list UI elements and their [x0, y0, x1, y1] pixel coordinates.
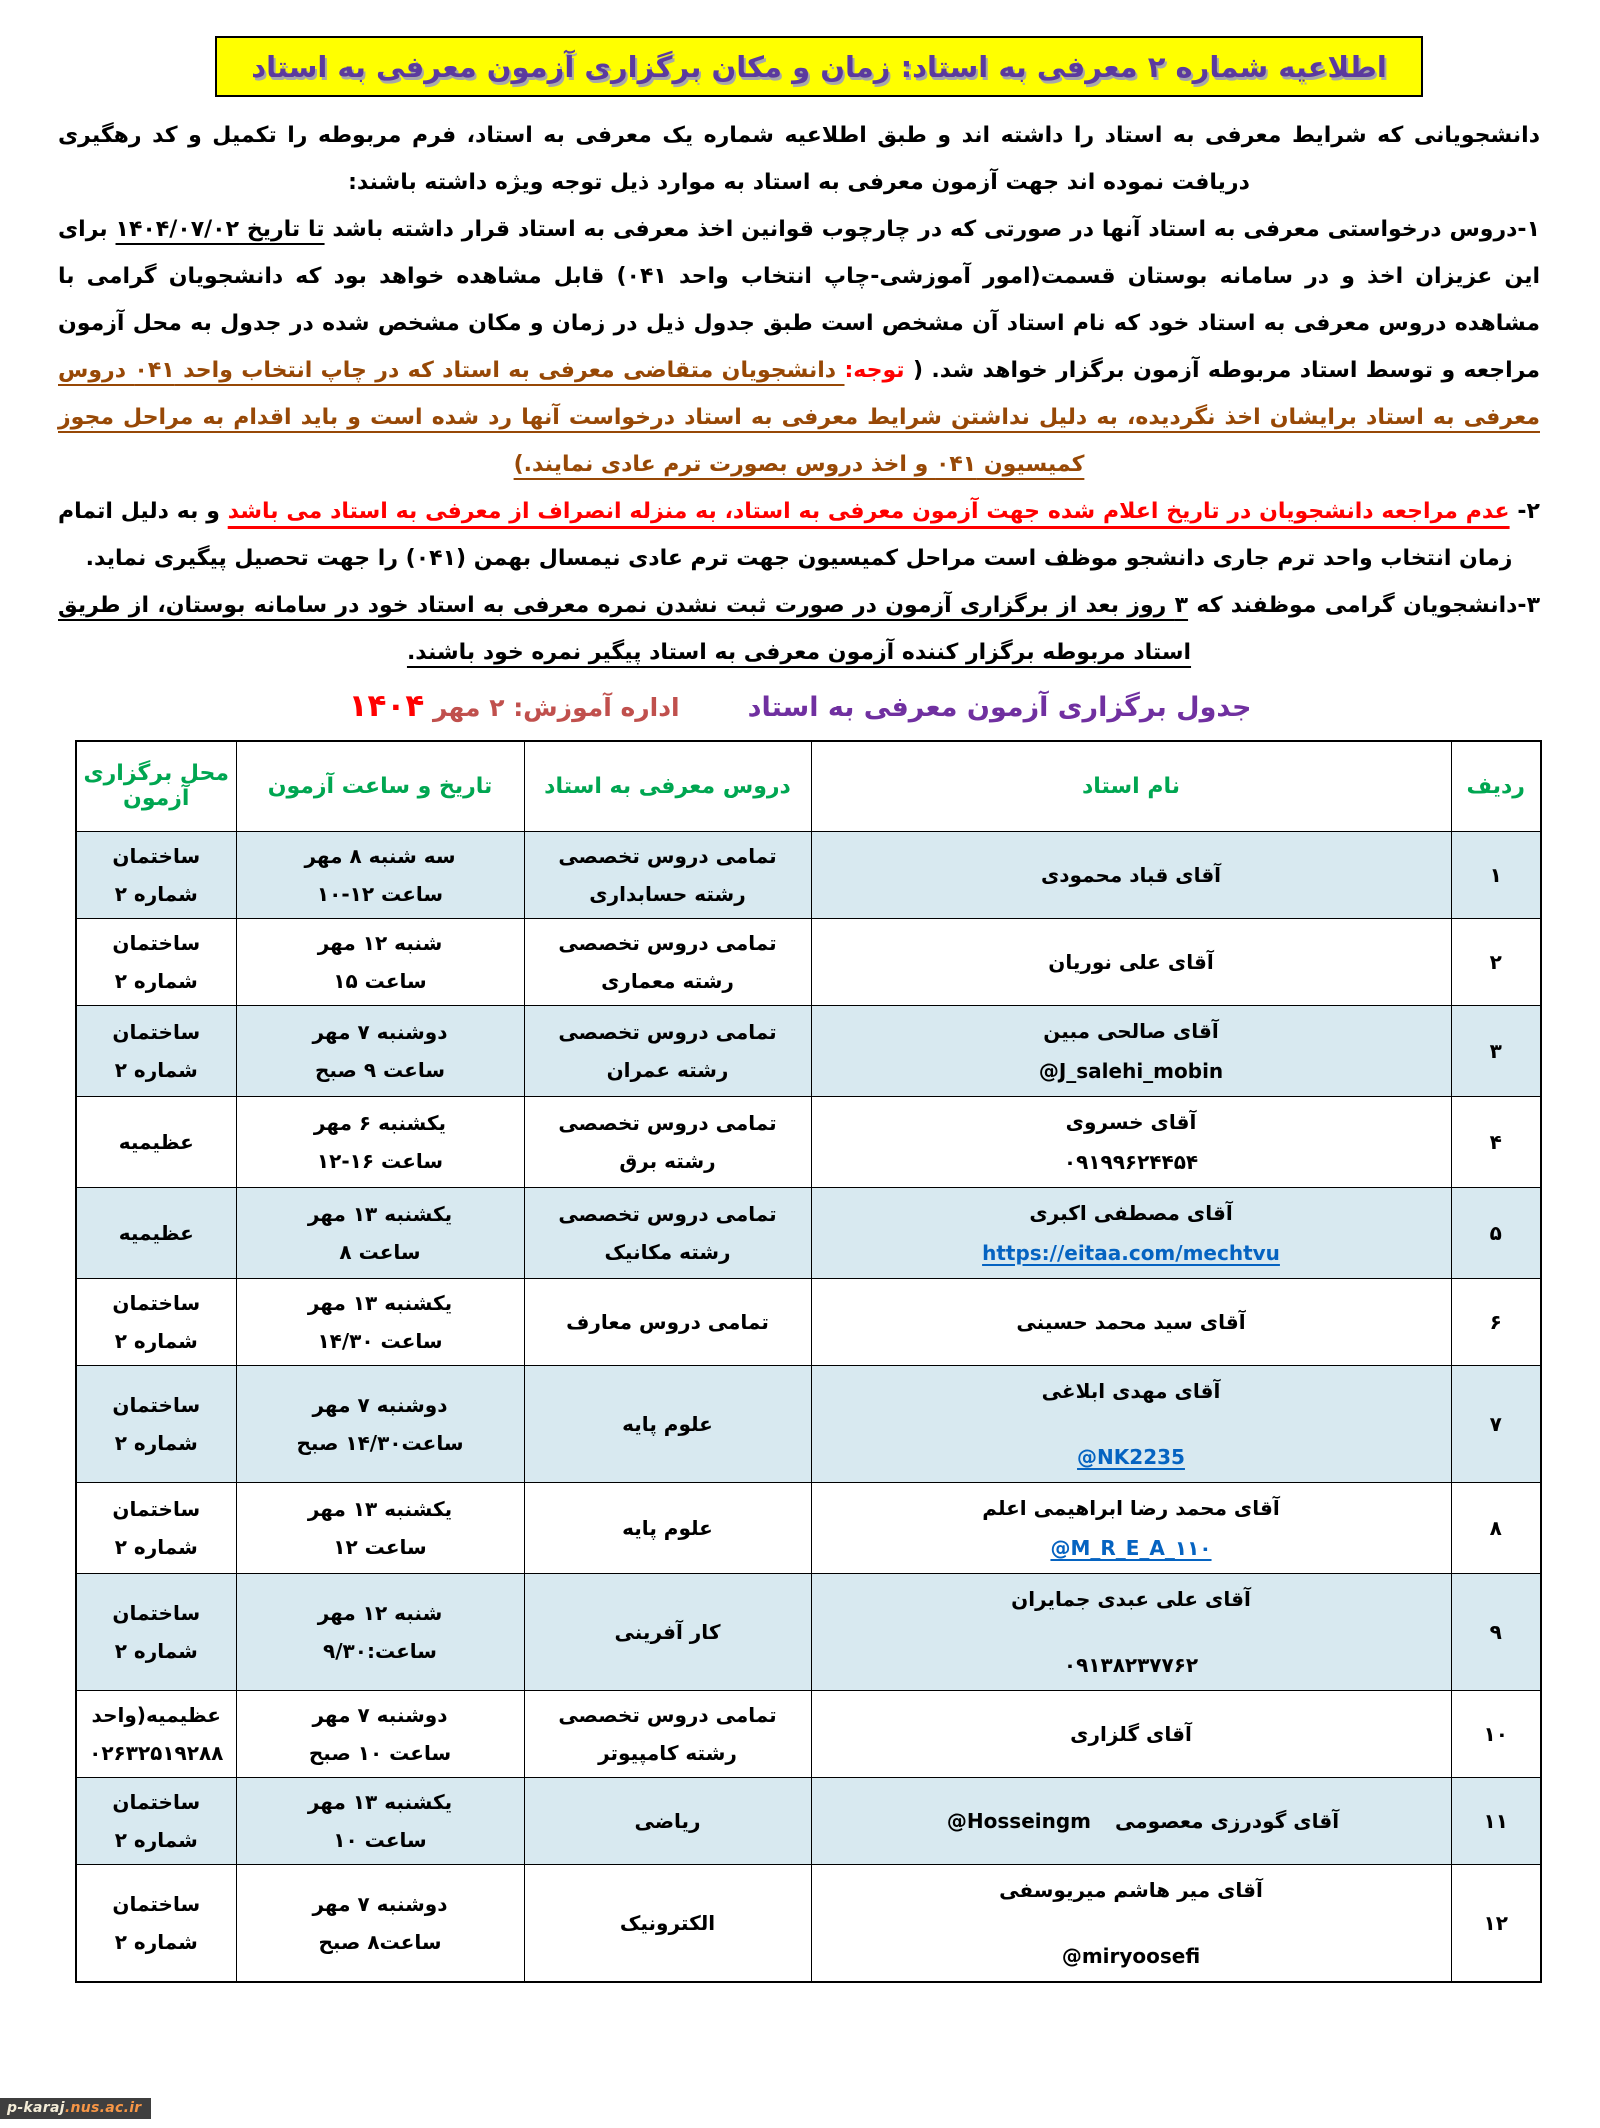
watermark-site: p-karaj: [7, 2100, 65, 2116]
professor-name: [818, 1579, 1445, 1619]
table-row: [76, 1096, 1541, 1187]
location-line: ساختمان شماره ۲: [112, 1392, 201, 1455]
date-line: ساعت ۱۲-۱۰: [316, 881, 444, 906]
professor-cell: [811, 1777, 1451, 1864]
professor-name-text: آقای گلزاری: [1070, 1721, 1192, 1746]
row-number-cell: ۳: [1451, 1005, 1541, 1096]
office-label: اداره آموزش: ۲ مهر: [432, 693, 680, 722]
location-cell: [76, 1187, 236, 1278]
professor-cell: [811, 1096, 1451, 1187]
course-line: رشته حسابداری: [589, 881, 746, 906]
table-caption: [0, 688, 1600, 724]
date-line: ساعت۱۴/۳۰ صبح: [296, 1430, 464, 1455]
professor-cell: [811, 1573, 1451, 1690]
date-line: ساعت ۸: [339, 1239, 421, 1264]
date-line: یکشنبه ۱۳ مهر: [307, 1290, 453, 1315]
table-row: [76, 1482, 1541, 1573]
location-cell: [76, 1096, 236, 1187]
professor-name: [818, 1371, 1445, 1411]
datetime-cell: [236, 1482, 524, 1573]
location-cell: [76, 831, 236, 918]
courses-cell: [524, 1573, 811, 1690]
professor-name-text: آقای علی نوریان: [1048, 949, 1214, 974]
table-row: [76, 831, 1541, 918]
location-line: ساختمان شماره ۲: [112, 1496, 201, 1559]
exam-table-body: [76, 831, 1541, 1982]
row-number-cell: ۲: [1451, 918, 1541, 1005]
courses-cell: [524, 1005, 811, 1096]
table-row: [76, 1187, 1541, 1278]
professor-cell: [811, 831, 1451, 918]
professor-cell: [811, 1005, 1451, 1096]
professor-name: [818, 1011, 1445, 1051]
location-line: ساختمان شماره ۲: [112, 1891, 201, 1954]
professor-name: [818, 855, 1445, 895]
item1-text-b: برای این عزیزان اخذ و در سامانه بوستان قسمت(امور آموزشی-چاپ انتخاب واحد ۰۴۱) قابل مشاهده خواهد بود که دانشجویان گرامی با مشاهده دروس معرفی به استاد خود که نام استاد آن مشخص است طبق جدول ذیل در زمان و مکان مشخص شده در جدول به محل آزمون مراجعه و توسط استاد مربوطه آزمون برگزار خواهد شد. (: [58, 217, 1541, 383]
location-cell: [76, 1690, 236, 1777]
location-line: ۰۲۶۳۲۵۱۹۲۸۸: [89, 1740, 224, 1765]
header-location-line1: محل برگزاری: [83, 761, 230, 787]
date-line: دوشنبه ۷ مهر: [312, 1891, 448, 1916]
location-line: ساختمان شماره ۲: [112, 843, 201, 906]
date-line: شنبه ۱۲ مهر: [317, 930, 443, 955]
courses-cell: [524, 1365, 811, 1482]
location-line: ساختمان شماره ۲: [112, 1019, 201, 1082]
course-line: تمامی دروس تخصصی: [558, 1201, 777, 1226]
professor-name: [818, 1714, 1445, 1754]
course-line: الکترونیک: [619, 1910, 716, 1935]
table-caption-title: جدول برگزاری آزمون معرفی به استاد: [747, 692, 1252, 723]
item3-paragraph: [58, 582, 1540, 676]
location-cell: [76, 918, 236, 1005]
row-number-cell: ۵: [1451, 1187, 1541, 1278]
education-office-date: [348, 688, 680, 724]
location-cell: [76, 1482, 236, 1573]
course-line: تمامی دروس تخصصی: [558, 1019, 777, 1044]
office-year: ۱۴۰۴: [348, 688, 425, 724]
professor-name-text: آقای گودرزی معصومی: [1115, 1808, 1340, 1833]
location-cell: [76, 1777, 236, 1864]
table-row: [76, 1365, 1541, 1482]
location-cell: [76, 1278, 236, 1365]
professor-name-text: آقای خسروی: [1065, 1109, 1197, 1134]
date-line: ساعت ۹ صبح: [314, 1057, 446, 1082]
row-number-cell: ۴: [1451, 1096, 1541, 1187]
course-line: تمامی دروس تخصصی: [558, 930, 777, 955]
courses-cell: [524, 1482, 811, 1573]
table-row: [76, 1278, 1541, 1365]
professor-handle: @Hosseingm: [946, 1808, 1092, 1833]
course-line: تمامی دروس تخصصی: [558, 1702, 777, 1727]
course-line: ریاضی: [634, 1808, 701, 1833]
professor-name: [818, 1193, 1445, 1233]
courses-cell: [524, 1278, 811, 1365]
professor-contact: ۰۹۱۹۹۶۲۴۴۵۴: [1063, 1149, 1199, 1174]
row-number-cell: ۱۰: [1451, 1690, 1541, 1777]
professor-name: [818, 1870, 1445, 1910]
row-number-cell: ۱: [1451, 831, 1541, 918]
date-line: ساعت ۱۴/۳۰: [317, 1328, 443, 1353]
courses-cell: [524, 831, 811, 918]
professor-name: [818, 942, 1445, 982]
table-row: [76, 1690, 1541, 1777]
item1-text-a: ۱-دروس درخواستی معرفی به استاد آنها در صورتی که در چارچوب قوانین اخذ معرفی به استاد قرار داشته باشد: [324, 217, 1541, 242]
professor-cell: [811, 1690, 1451, 1777]
professor-cell: [811, 1864, 1451, 1982]
exam-schedule-table: [75, 740, 1542, 1983]
professor-link[interactable]: @M_R_E_A_۱۱۰: [1050, 1535, 1212, 1560]
professor-link[interactable]: @NK2235: [1077, 1444, 1185, 1469]
table-row: [76, 918, 1541, 1005]
professor-name: [818, 1102, 1445, 1142]
date-line: سه شنبه ۸ مهر: [304, 843, 456, 868]
professor-name-text: آقای علی عبدی جمایران: [1011, 1586, 1251, 1611]
row-number-cell: ۱۲: [1451, 1864, 1541, 1982]
professor-name: [818, 1302, 1445, 1342]
location-line: ساختمان شماره ۲: [112, 930, 201, 993]
professor-name-text: آقای مهدی ابلاغی: [1041, 1378, 1221, 1403]
professor-name-text: آقای محمد رضا ابراهیمی اعلم: [982, 1495, 1280, 1520]
course-line: رشته برق: [619, 1148, 716, 1173]
professor-name: [818, 1801, 1445, 1841]
datetime-cell: [236, 1777, 524, 1864]
location-cell: [76, 1573, 236, 1690]
datetime-cell: [236, 1365, 524, 1482]
date-line: دوشنبه ۷ مهر: [312, 1702, 448, 1727]
row-number-cell: ۷: [1451, 1365, 1541, 1482]
professor-name-text: آقای سید محمد حسینی: [1016, 1309, 1246, 1334]
date-line: ساعت ۱۶-۱۲: [316, 1148, 444, 1173]
item1-note-text: دانشجویان متقاضی معرفی به استاد که در چاپ انتخاب واحد ۰۴۱ دروس معرفی به استاد برایشان اخذ نگردیده، به دلیل نداشتن شرایط معرفی به استاد درخواست آنها رد شده است و باید اقدام به مراحل مجوز کمیسیون ۰۴۱ و اخذ دروس بصورت ترم عادی نمایند.): [58, 358, 1540, 477]
header-location-line2: آزمون: [123, 786, 190, 812]
table-row: [76, 1864, 1541, 1982]
datetime-cell: [236, 1278, 524, 1365]
date-line: دوشنبه ۷ مهر: [312, 1392, 448, 1417]
course-line: رشته کامپیوتر: [598, 1740, 737, 1765]
location-cell: [76, 1864, 236, 1982]
site-watermark: [0, 2098, 151, 2119]
row-number-cell: ۹: [1451, 1573, 1541, 1690]
announcement-banner: [215, 36, 1423, 97]
header-row-number: ردیف: [1451, 741, 1541, 831]
course-line: کار آفرینی: [614, 1619, 721, 1644]
date-line: ساعت۸ صبح: [318, 1929, 442, 1954]
courses-cell: [524, 918, 811, 1005]
course-line: علوم پایه: [622, 1515, 713, 1540]
course-line: تمامی دروس تخصصی: [558, 843, 777, 868]
datetime-cell: [236, 1096, 524, 1187]
professor-cell: [811, 918, 1451, 1005]
item2-paragraph: [58, 488, 1540, 582]
course-line: رشته مکانیک: [604, 1239, 731, 1264]
item2-rest-text: و به دلیل اتمام زمان انتخاب واحد ترم جاری دانشجو موظف است مراحل کمیسیون جهت ترم عادی نیمسال بهمن (۰۴۱) را جهت تحصیل پیگیری نماید.: [58, 499, 1513, 571]
location-line: ساختمان شماره ۲: [112, 1789, 201, 1852]
header-professor: نام استاد: [811, 741, 1451, 831]
date-line: ساعت ۱۵: [333, 968, 427, 993]
item1-paragraph: [58, 206, 1540, 488]
date-line: یکشنبه ۱۳ مهر: [307, 1201, 453, 1226]
location-line: عظیمیه(واحد: [91, 1702, 221, 1727]
item2-prefix: ۲-: [1509, 499, 1540, 524]
courses-cell: [524, 1096, 811, 1187]
professor-name: [818, 1488, 1445, 1528]
header-courses: دروس معرفی به استاد: [524, 741, 811, 831]
row-number-cell: ۶: [1451, 1278, 1541, 1365]
date-line: دوشنبه ۷ مهر: [312, 1019, 448, 1044]
professor-name-text: آقای میر هاشم میریوسفی: [999, 1877, 1263, 1902]
courses-cell: [524, 1864, 811, 1982]
date-line: یکشنبه ۱۳ مهر: [307, 1789, 453, 1814]
page-title: اطلاعیه شماره ۲ معرفی به استاد: زمان و مکان برگزاری آزمون معرفی به استاد: [251, 49, 1387, 84]
location-line: ساختمان شماره ۲: [112, 1290, 201, 1353]
table-row: [76, 1005, 1541, 1096]
table-row: [76, 1777, 1541, 1864]
datetime-cell: [236, 1573, 524, 1690]
watermark-domain: .nus.ac.ir: [64, 2100, 142, 2116]
datetime-cell: [236, 918, 524, 1005]
course-line: تمامی دروس تخصصی: [558, 1110, 777, 1135]
courses-cell: [524, 1187, 811, 1278]
professor-contact: @J_salehi_mobin: [1038, 1058, 1224, 1083]
row-number-cell: ۸: [1451, 1482, 1541, 1573]
professor-name-text: آقای مصطفی اکبری: [1029, 1200, 1233, 1225]
date-line: ساعت:۹/۳۰: [323, 1638, 437, 1663]
intro-text: دانشجویانی که شرایط معرفی به استاد را داشته اند و طبق اطلاعیه شماره یک معرفی به استاد، فرم مربوطه را تکمیل و کد رهگیری دریافت نموده اند جهت آزمون معرفی به استاد به موارد ذیل توجه ویژه داشته باشند:: [58, 123, 1540, 195]
item2-warning-text: عدم مراجعه دانشجویان در تاریخ اعلام شده جهت آزمون معرفی به استاد، به منزله انصراف از معرفی به استاد می باشد: [227, 499, 1510, 524]
intro-paragraph: [58, 112, 1540, 206]
date-line: ساعت ۱۲: [333, 1534, 427, 1559]
course-line: علوم پایه: [622, 1411, 713, 1436]
date-line: یکشنبه ۶ مهر: [313, 1110, 447, 1135]
professor-cell: [811, 1187, 1451, 1278]
date-line: شنبه ۱۲ مهر: [317, 1600, 443, 1625]
datetime-cell: [236, 1005, 524, 1096]
professor-cell: [811, 1365, 1451, 1482]
item3-prefix: ۳-دانشجویان گرامی موظفند که: [1188, 593, 1540, 618]
datetime-cell: [236, 1864, 524, 1982]
professor-link[interactable]: https://eitaa.com/mechtvu: [982, 1240, 1280, 1265]
location-cell: [76, 1365, 236, 1482]
date-line: ساعت ۱۰: [333, 1827, 427, 1852]
courses-cell: [524, 1777, 811, 1864]
table-header-row: [76, 741, 1541, 831]
course-line: رشته معماری: [601, 968, 734, 993]
location-line: عظیمیه: [118, 1220, 194, 1245]
datetime-cell: [236, 1187, 524, 1278]
professor-contact: @miryoosefi: [1061, 1943, 1201, 1968]
location-line: ساختمان شماره ۲: [112, 1600, 201, 1663]
header-datetime: تاریخ و ساعت آزمون: [236, 741, 524, 831]
course-line: رشته عمران: [606, 1057, 729, 1082]
table-row: [76, 1573, 1541, 1690]
course-line: تمامی دروس معارف: [566, 1309, 769, 1334]
location-line: عظیمیه: [118, 1129, 194, 1154]
datetime-cell: [236, 831, 524, 918]
item1-note-label: توجه:: [844, 358, 905, 383]
table-header: [76, 741, 1541, 831]
professor-cell: [811, 1278, 1451, 1365]
professor-name-text: آقای صالحی مبین: [1043, 1018, 1219, 1043]
date-line: ساعت ۱۰ صبح: [308, 1740, 452, 1765]
row-number-cell: ۱۱: [1451, 1777, 1541, 1864]
item3-underlined-text: ۳ روز بعد از برگزاری آزمون در صورت ثبت نشدن نمره معرفی به استاد خود در سامانه بوستان، از طریق استاد مربوطه برگزار کننده آزمون معرفی به استاد پیگیر نمره خود باشند.: [58, 593, 1192, 665]
location-cell: [76, 1005, 236, 1096]
datetime-cell: [236, 1690, 524, 1777]
courses-cell: [524, 1690, 811, 1777]
item1-deadline-date: تا تاریخ ۱۴۰۴/۰۷/۰۲: [115, 217, 325, 242]
professor-name-text: آقای قباد محمودی: [1040, 862, 1222, 887]
header-location: [76, 741, 236, 831]
body-text: [58, 112, 1540, 676]
professor-contact: ۰۹۱۳۸۲۳۷۷۶۲: [1063, 1652, 1199, 1677]
professor-cell: [811, 1482, 1451, 1573]
date-line: یکشنبه ۱۳ مهر: [307, 1496, 453, 1521]
